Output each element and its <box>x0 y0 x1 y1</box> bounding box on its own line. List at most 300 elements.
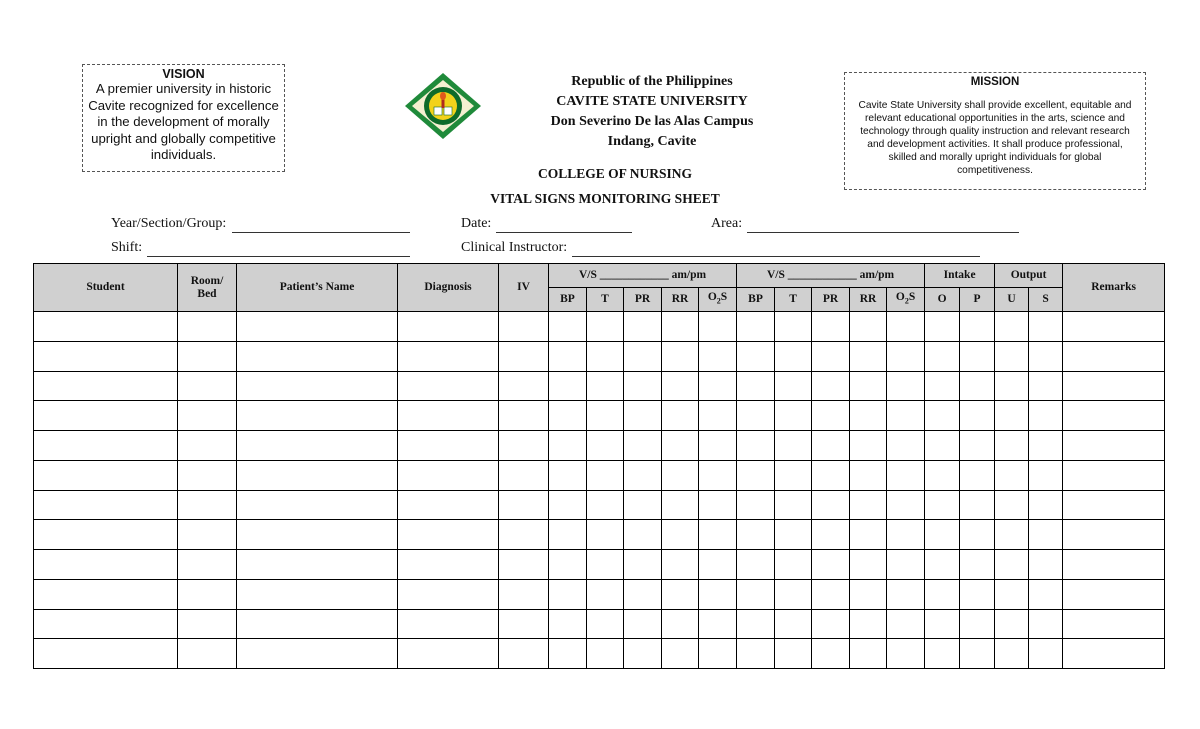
table-cell[interactable] <box>925 401 960 431</box>
table-cell[interactable] <box>775 609 812 639</box>
college-name: COLLEGE OF NURSING <box>537 166 693 181</box>
table-cell[interactable] <box>737 550 775 580</box>
table-row <box>34 639 1165 669</box>
table-cell[interactable] <box>737 312 775 342</box>
table-cell[interactable] <box>1063 460 1165 490</box>
table-cell[interactable] <box>775 341 812 371</box>
table-cell[interactable] <box>34 490 178 520</box>
vs-group-1 <box>549 264 737 288</box>
table-cell[interactable] <box>499 639 549 669</box>
table-cell[interactable] <box>737 401 775 431</box>
table-cell[interactable] <box>699 312 737 342</box>
table-cell[interactable] <box>887 490 925 520</box>
vision-heading: VISION <box>162 67 205 81</box>
table-cell[interactable] <box>850 401 887 431</box>
intake-p: P <box>960 288 995 312</box>
table-cell[interactable] <box>812 579 850 609</box>
table-cell[interactable] <box>662 371 699 401</box>
table-cell[interactable] <box>960 371 995 401</box>
col-iv: IV <box>499 264 549 312</box>
vs2-bp: BP <box>737 288 775 312</box>
table-cell[interactable] <box>34 312 178 342</box>
table-cell[interactable] <box>775 401 812 431</box>
table-cell[interactable] <box>549 431 587 461</box>
table-cell[interactable] <box>960 550 995 580</box>
vital-signs-table <box>33 263 1165 669</box>
table-cell[interactable] <box>1063 312 1165 342</box>
table-cell[interactable] <box>850 550 887 580</box>
table-cell[interactable] <box>624 609 662 639</box>
table-cell[interactable] <box>499 490 549 520</box>
table-cell[interactable] <box>995 431 1029 461</box>
table-cell[interactable] <box>624 312 662 342</box>
table-row <box>34 550 1165 580</box>
table-cell[interactable] <box>1063 520 1165 550</box>
table-cell[interactable] <box>925 341 960 371</box>
table-cell[interactable] <box>1029 431 1063 461</box>
table-cell[interactable] <box>737 371 775 401</box>
mission-text: Cavite State University shall provide excellent, equitable and relevant educational opportunities in the arts, science and technology through quality instruction and relevant research and development activities. It shall produce professional, skilled and morally upright individuals for global competitiveness. <box>858 100 1132 176</box>
table-cell[interactable] <box>850 460 887 490</box>
table-row <box>34 431 1165 461</box>
table-cell[interactable] <box>995 401 1029 431</box>
table-cell[interactable] <box>699 579 737 609</box>
table-cell[interactable] <box>624 431 662 461</box>
table-cell[interactable] <box>587 371 624 401</box>
table-cell[interactable] <box>499 312 549 342</box>
table-cell[interactable] <box>699 550 737 580</box>
table-cell[interactable] <box>237 341 398 371</box>
mission-heading: MISSION <box>970 76 1020 88</box>
table-cell[interactable] <box>549 401 587 431</box>
campus-town: Indang, Cavite <box>607 134 697 149</box>
table-cell[interactable] <box>662 490 699 520</box>
table-row <box>34 401 1165 431</box>
table-cell[interactable] <box>960 431 995 461</box>
table-cell[interactable] <box>850 371 887 401</box>
table-cell[interactable] <box>1063 609 1165 639</box>
o2s-s: S <box>720 291 728 304</box>
table-cell[interactable] <box>737 639 775 669</box>
table-cell[interactable] <box>662 460 699 490</box>
table-cell[interactable] <box>499 371 549 401</box>
table-cell[interactable] <box>995 550 1029 580</box>
table-cell[interactable] <box>960 490 995 520</box>
table-cell[interactable] <box>34 341 178 371</box>
table-cell[interactable] <box>178 520 237 550</box>
table-cell[interactable] <box>995 490 1029 520</box>
table-cell[interactable] <box>398 579 499 609</box>
table-cell[interactable] <box>178 341 237 371</box>
table-cell[interactable] <box>995 341 1029 371</box>
table-cell[interactable] <box>775 460 812 490</box>
table-cell[interactable] <box>587 609 624 639</box>
table-cell[interactable] <box>812 520 850 550</box>
table-cell[interactable] <box>587 550 624 580</box>
table-cell[interactable] <box>178 401 237 431</box>
table-cell[interactable] <box>737 341 775 371</box>
intake-group: Intake <box>925 264 995 288</box>
table-cell[interactable] <box>887 312 925 342</box>
table-row <box>34 460 1165 490</box>
area-field[interactable] <box>747 232 1019 233</box>
table-cell[interactable] <box>624 490 662 520</box>
table-cell[interactable] <box>925 490 960 520</box>
table-cell[interactable] <box>995 639 1029 669</box>
table-cell[interactable] <box>549 341 587 371</box>
table-cell[interactable] <box>549 460 587 490</box>
table-cell[interactable] <box>925 550 960 580</box>
table-cell[interactable] <box>1029 371 1063 401</box>
table-cell[interactable] <box>699 460 737 490</box>
table-cell[interactable] <box>624 579 662 609</box>
table-cell[interactable] <box>34 371 178 401</box>
table-cell[interactable] <box>1063 490 1165 520</box>
table-cell[interactable] <box>662 431 699 461</box>
vs1-o2s <box>699 288 737 312</box>
table-cell[interactable] <box>1029 609 1063 639</box>
table-row <box>34 341 1165 371</box>
table-cell[interactable] <box>812 401 850 431</box>
vs2-o2s <box>887 288 925 312</box>
table-cell[interactable] <box>812 431 850 461</box>
table-cell[interactable] <box>850 341 887 371</box>
table-cell[interactable] <box>237 431 398 461</box>
table-cell[interactable] <box>925 520 960 550</box>
table-cell[interactable] <box>662 579 699 609</box>
vs-label-1: V/S <box>578 269 597 281</box>
table-cell[interactable] <box>1063 341 1165 371</box>
table-cell[interactable] <box>499 460 549 490</box>
table-cell[interactable] <box>887 371 925 401</box>
table-cell[interactable] <box>775 371 812 401</box>
table-row <box>34 371 1165 401</box>
table-cell[interactable] <box>237 312 398 342</box>
table-cell[interactable] <box>699 371 737 401</box>
table-cell[interactable] <box>775 431 812 461</box>
table-cell[interactable] <box>960 579 995 609</box>
o2s-sub: 2 <box>904 296 909 306</box>
table-cell[interactable] <box>178 609 237 639</box>
table-cell[interactable] <box>960 639 995 669</box>
table-cell[interactable] <box>178 579 237 609</box>
table-cell[interactable] <box>587 520 624 550</box>
table-cell[interactable] <box>775 550 812 580</box>
table-cell[interactable] <box>850 579 887 609</box>
table-cell[interactable] <box>775 579 812 609</box>
table-cell[interactable] <box>237 639 398 669</box>
table-cell[interactable] <box>775 520 812 550</box>
table-cell[interactable] <box>624 460 662 490</box>
table-cell[interactable] <box>549 639 587 669</box>
table-cell[interactable] <box>925 312 960 342</box>
table-cell[interactable] <box>850 490 887 520</box>
vs1-pr: PR <box>624 288 662 312</box>
table-cell[interactable] <box>549 371 587 401</box>
table-cell[interactable] <box>624 371 662 401</box>
shift-label: Shift: <box>111 240 143 255</box>
table-cell[interactable] <box>1063 431 1165 461</box>
table-cell[interactable] <box>812 550 850 580</box>
table-cell[interactable] <box>1063 579 1165 609</box>
mission-box <box>844 72 1146 190</box>
table-cell[interactable] <box>178 371 237 401</box>
table-cell[interactable] <box>850 312 887 342</box>
table-cell[interactable] <box>549 579 587 609</box>
table-cell[interactable] <box>925 431 960 461</box>
table-cell[interactable] <box>499 401 549 431</box>
table-cell[interactable] <box>398 520 499 550</box>
table-cell[interactable] <box>887 520 925 550</box>
table-cell[interactable] <box>775 639 812 669</box>
table-cell[interactable] <box>237 401 398 431</box>
table-cell[interactable] <box>850 520 887 550</box>
table-row <box>34 609 1165 639</box>
vs2-pr: PR <box>812 288 850 312</box>
table-cell[interactable] <box>549 520 587 550</box>
table-cell[interactable] <box>34 579 178 609</box>
table-cell[interactable] <box>499 609 549 639</box>
table-cell[interactable] <box>887 341 925 371</box>
campus-name: Don Severino De las Alas Campus <box>550 114 754 129</box>
area-label: Area: <box>711 216 743 231</box>
table-cell[interactable] <box>850 639 887 669</box>
table-cell[interactable] <box>699 639 737 669</box>
table-cell[interactable] <box>398 431 499 461</box>
table-cell[interactable] <box>1029 579 1063 609</box>
table-cell[interactable] <box>737 490 775 520</box>
table-cell[interactable] <box>1029 639 1063 669</box>
table-cell[interactable] <box>737 609 775 639</box>
output-s: S <box>1029 288 1063 312</box>
vs-label-2: V/S <box>766 269 785 281</box>
table-cell[interactable] <box>1029 460 1063 490</box>
col-patient-name: Patient’s Name <box>237 264 398 312</box>
table-cell[interactable] <box>699 431 737 461</box>
table-cell[interactable] <box>960 341 995 371</box>
col-room-label: Room/ <box>190 274 224 287</box>
table-cell[interactable] <box>737 460 775 490</box>
table-cell[interactable] <box>850 609 887 639</box>
table-cell[interactable] <box>812 341 850 371</box>
table-cell[interactable] <box>34 520 178 550</box>
table-cell[interactable] <box>995 609 1029 639</box>
output-group: Output <box>995 264 1063 288</box>
table-cell[interactable] <box>1063 639 1165 669</box>
table-cell[interactable] <box>1029 312 1063 342</box>
table-cell[interactable] <box>662 341 699 371</box>
table-cell[interactable] <box>237 579 398 609</box>
table-cell[interactable] <box>812 639 850 669</box>
table-cell[interactable] <box>1063 401 1165 431</box>
table-cell[interactable] <box>812 490 850 520</box>
table-cell[interactable] <box>995 520 1029 550</box>
table-cell[interactable] <box>499 431 549 461</box>
table-cell[interactable] <box>662 639 699 669</box>
table-row <box>34 312 1165 342</box>
table-cell[interactable] <box>887 460 925 490</box>
table-body <box>34 312 1165 669</box>
table-cell[interactable] <box>178 312 237 342</box>
table-cell[interactable] <box>587 639 624 669</box>
table-cell[interactable] <box>925 460 960 490</box>
table-cell[interactable] <box>499 341 549 371</box>
year-section-group-label: Year/Section/Group: <box>111 216 227 231</box>
table-cell[interactable] <box>398 609 499 639</box>
table-cell[interactable] <box>624 639 662 669</box>
table-cell[interactable] <box>662 312 699 342</box>
table-row <box>34 579 1165 609</box>
table-cell[interactable] <box>178 431 237 461</box>
year-section-group-field[interactable] <box>232 232 410 233</box>
vs-blank-1[interactable]: ____________ <box>599 269 669 281</box>
table-cell[interactable] <box>812 371 850 401</box>
col-student: Student <box>34 264 178 312</box>
vs-ampm-2: am/pm <box>859 269 895 281</box>
col-diagnosis: Diagnosis <box>398 264 499 312</box>
table-cell[interactable] <box>34 639 178 669</box>
table-cell[interactable] <box>549 490 587 520</box>
table-row <box>34 490 1165 520</box>
table-cell[interactable] <box>737 431 775 461</box>
table-cell[interactable] <box>699 520 737 550</box>
table-cell[interactable] <box>887 579 925 609</box>
clinical-instructor-field[interactable] <box>572 256 980 257</box>
table-cell[interactable] <box>237 520 398 550</box>
table-cell[interactable] <box>178 460 237 490</box>
table-cell[interactable] <box>699 609 737 639</box>
table-cell[interactable] <box>737 579 775 609</box>
table-cell[interactable] <box>1029 520 1063 550</box>
o2s-s: S <box>908 291 916 304</box>
table-cell[interactable] <box>398 312 499 342</box>
table-cell[interactable] <box>237 371 398 401</box>
table-cell[interactable] <box>960 460 995 490</box>
col-bed-label: Bed <box>197 287 217 300</box>
table-cell[interactable] <box>925 639 960 669</box>
table-cell[interactable] <box>499 520 549 550</box>
table-cell[interactable] <box>960 312 995 342</box>
table-cell[interactable] <box>549 312 587 342</box>
table-cell[interactable] <box>237 490 398 520</box>
table-cell[interactable] <box>398 460 499 490</box>
table-row <box>34 520 1165 550</box>
cvsu-seal-icon <box>404 72 482 140</box>
table-cell[interactable] <box>34 550 178 580</box>
table-cell[interactable] <box>587 341 624 371</box>
table-cell[interactable] <box>587 431 624 461</box>
table-cell[interactable] <box>624 401 662 431</box>
table-cell[interactable] <box>887 431 925 461</box>
vs1-t: T <box>587 288 624 312</box>
table-cell[interactable] <box>499 550 549 580</box>
o2s-o: O <box>707 291 717 304</box>
table-cell[interactable] <box>398 639 499 669</box>
table-cell[interactable] <box>34 460 178 490</box>
table-cell[interactable] <box>587 312 624 342</box>
table-cell[interactable] <box>960 401 995 431</box>
table-cell[interactable] <box>995 579 1029 609</box>
table-cell[interactable] <box>960 609 995 639</box>
table-cell[interactable] <box>662 550 699 580</box>
table-cell[interactable] <box>925 579 960 609</box>
table-cell[interactable] <box>398 371 499 401</box>
table-cell[interactable] <box>34 609 178 639</box>
table-cell[interactable] <box>737 520 775 550</box>
table-cell[interactable] <box>587 490 624 520</box>
table-cell[interactable] <box>812 609 850 639</box>
table-cell[interactable] <box>662 520 699 550</box>
table-cell[interactable] <box>995 371 1029 401</box>
table-cell[interactable] <box>624 341 662 371</box>
table-cell[interactable] <box>499 579 549 609</box>
table-cell[interactable] <box>398 550 499 580</box>
table-cell[interactable] <box>662 609 699 639</box>
table-cell[interactable] <box>887 609 925 639</box>
table-cell[interactable] <box>1029 490 1063 520</box>
table-cell[interactable] <box>34 401 178 431</box>
table-cell[interactable] <box>549 550 587 580</box>
table-cell[interactable] <box>178 639 237 669</box>
table-cell[interactable] <box>775 312 812 342</box>
table-cell[interactable] <box>995 460 1029 490</box>
table-cell[interactable] <box>624 520 662 550</box>
table-cell[interactable] <box>237 460 398 490</box>
table-cell[interactable] <box>699 341 737 371</box>
table-cell[interactable] <box>887 639 925 669</box>
table-cell[interactable] <box>925 609 960 639</box>
table-cell[interactable] <box>398 490 499 520</box>
vs-blank-2[interactable]: ____________ <box>787 269 857 281</box>
table-cell[interactable] <box>1029 341 1063 371</box>
table-cell[interactable] <box>34 431 178 461</box>
table-cell[interactable] <box>587 460 624 490</box>
table-cell[interactable] <box>775 490 812 520</box>
republic-line: Republic of the Philippines <box>571 74 733 89</box>
col-room-bed <box>178 264 237 312</box>
table-cell[interactable] <box>995 312 1029 342</box>
table-cell[interactable] <box>812 312 850 342</box>
table-cell[interactable] <box>699 401 737 431</box>
date-field[interactable] <box>496 232 632 233</box>
table-cell[interactable] <box>624 550 662 580</box>
table-cell[interactable] <box>237 550 398 580</box>
table-cell[interactable] <box>549 609 587 639</box>
table-cell[interactable] <box>699 490 737 520</box>
table-cell[interactable] <box>237 609 398 639</box>
table-cell[interactable] <box>812 460 850 490</box>
table-cell[interactable] <box>1063 371 1165 401</box>
shift-field[interactable] <box>147 256 410 257</box>
table-cell[interactable] <box>960 520 995 550</box>
table-cell[interactable] <box>887 550 925 580</box>
table-cell[interactable] <box>1063 550 1165 580</box>
table-cell[interactable] <box>1029 550 1063 580</box>
table-cell[interactable] <box>587 579 624 609</box>
vs-ampm-1: am/pm <box>671 269 707 281</box>
table-cell[interactable] <box>662 401 699 431</box>
table-cell[interactable] <box>887 401 925 431</box>
table-cell[interactable] <box>398 341 499 371</box>
table-cell[interactable] <box>398 401 499 431</box>
vision-text: A premier university in historic Cavite recognized for excellence in the development of morally upright and globally competitive individuals. <box>88 81 279 162</box>
table-cell[interactable] <box>178 550 237 580</box>
table-cell[interactable] <box>178 490 237 520</box>
table-cell[interactable] <box>850 431 887 461</box>
table-cell[interactable] <box>1029 401 1063 431</box>
table-cell[interactable] <box>587 401 624 431</box>
table-cell[interactable] <box>925 371 960 401</box>
